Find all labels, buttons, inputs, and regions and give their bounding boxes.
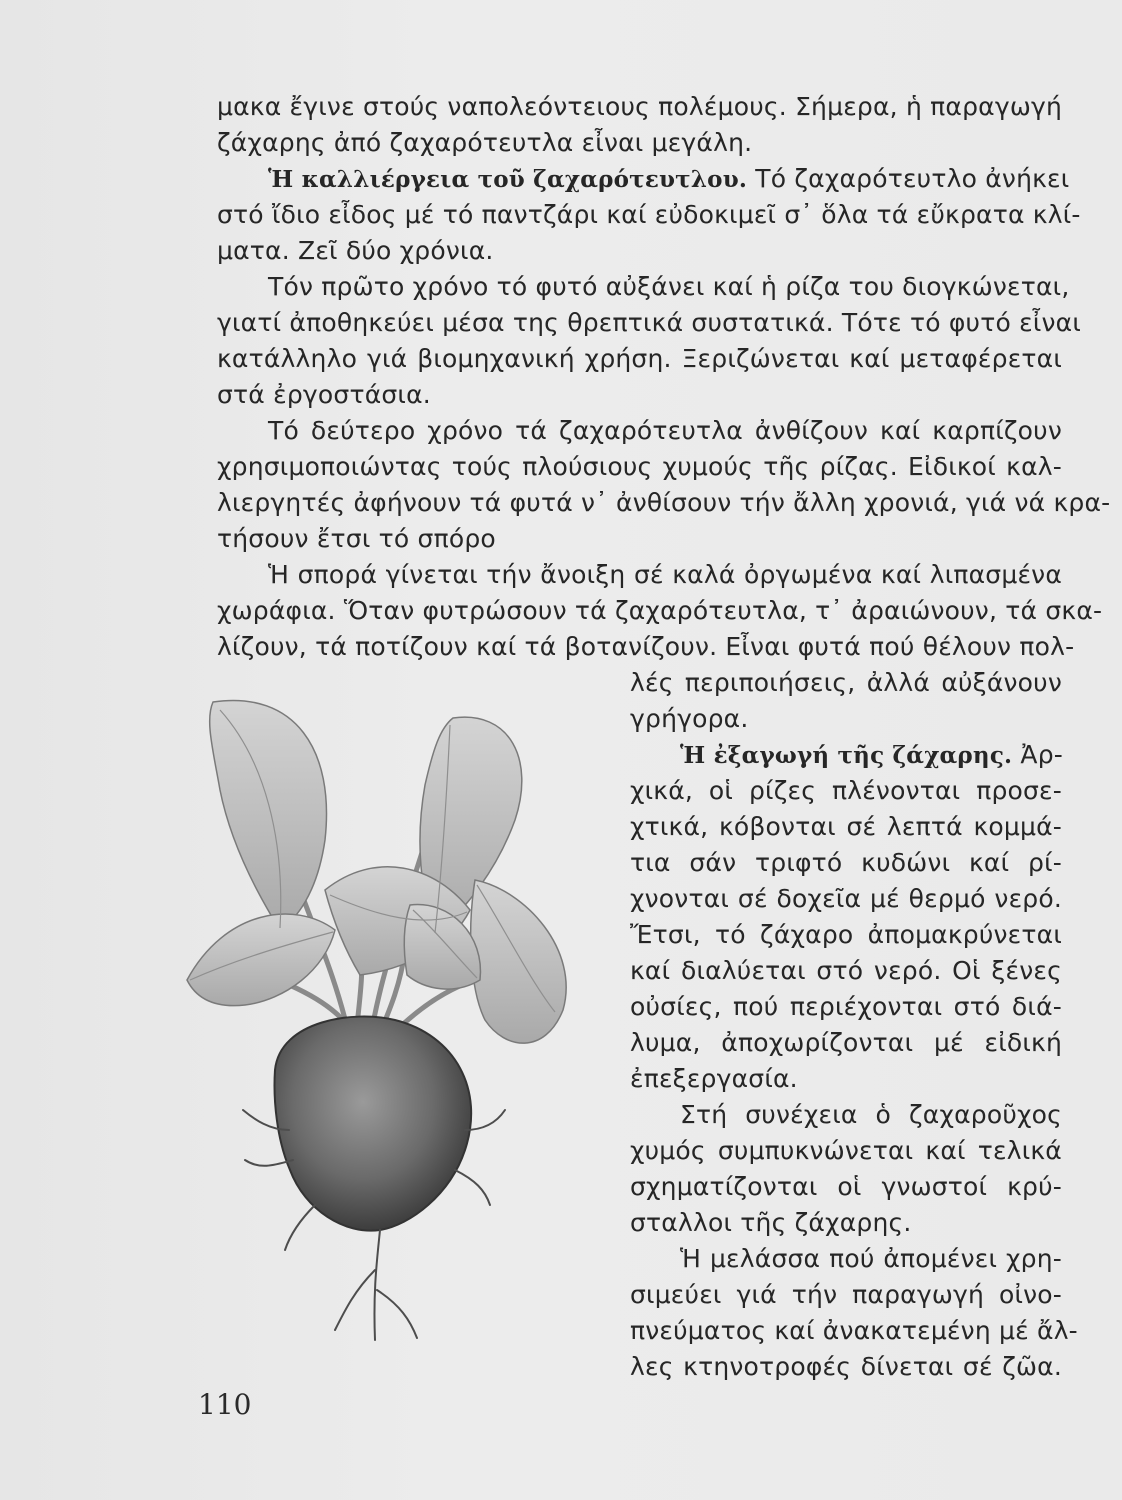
text-line: λιεργητές ἀφήνουν τά φυτά ν᾽ ἀνθίσουν τήν ἄλλη χρονιά, γιά νά κρα- (217, 488, 1111, 517)
text-line: στό ἴδιο εἶδος μέ τό παντζάρι καί εὐδοκιμεῖ σ᾽ ὅλα τά εὔκρατα κλί- (217, 200, 1081, 229)
text-fragment: Τό ζαχαρότευτλο ἀνήκει (747, 164, 1070, 193)
text-line: Ἡ σπορά γίνεται τήν ἄνοιξη σέ καλά ὀργωμένα καί λιπασμένα (268, 560, 1062, 589)
text-line: χτικά, κόβονται σέ λεπτά κομμά- (630, 812, 1062, 841)
text-line: Τό δεύτερο χρόνο τά ζαχαρότευτλα ἀνθίζουν καί καρπίζουν (268, 416, 1062, 445)
text-line: λίζουν, τά ποτίζουν καί τά βοτανίζουν. Εἶναι φυτά πού θέλουν πολ- (217, 632, 1075, 661)
text-line: μακα ἔγινε στούς ναπολεόντειους πολέμους. Σήμερα, ἡ παραγωγή (217, 92, 1063, 121)
text-line: σταλλοι τῆς ζάχαρης. (630, 1208, 912, 1237)
section-heading-cultivation: Ἡ καλλιέργεια τοῦ ζαχαρότευτλου. (268, 166, 748, 193)
text-line: λες κτηνοτροφές δίνεται σέ ζῶα. (630, 1352, 1062, 1381)
beet-root (275, 1017, 472, 1231)
text-line: ἐπεξεργασία. (630, 1064, 798, 1093)
text-line: καί διαλύεται στό νερό. Οἱ ξένες (630, 956, 1062, 985)
text-line: Ἔτσι, τό ζάχαρο ἀπομακρύνεται (630, 920, 1062, 949)
extraction-heading-line (680, 738, 1062, 773)
sugar-beet-illustration-icon (185, 690, 585, 1350)
text-line: λές περιποιήσεις, ἀλλά αὐξάνουν (630, 668, 1062, 697)
text-line: χρησιμοποιώντας τούς πλούσιους χυμούς τῆς ρίζας. Εἰδικοί καλ- (217, 452, 1062, 481)
text-line: γρήγορα. (630, 704, 749, 733)
text-line: τήσουν ἔτσι τό σπόρο (217, 524, 496, 553)
text-line: σιμεύει γιά τήν παραγωγή οἰνο- (630, 1280, 1062, 1309)
text-line: σχηματίζονται οἱ γνωστοί κρύ- (630, 1172, 1062, 1201)
text-line: γιατί ἀποθηκεύει μέσα της θρεπτικά συστατικά. Τότε τό φυτό εἶναι (217, 308, 1081, 337)
text-line: χνονται σέ δοχεῖα μέ θερμό νερό. (630, 884, 1062, 913)
text-line: ζάχαρης ἀπό ζαχαρότευτλα εἶναι μεγάλη. (217, 128, 753, 157)
text-fragment: Ἀρ- (1020, 740, 1064, 769)
leaves (187, 700, 566, 1043)
section-heading-extraction: Ἡ ἐξαγωγή τῆς ζάχαρης. (680, 742, 1013, 769)
text-line: χωράφια. Ὅταν φυτρώσουν τά ζαχαρότευτλα, τ᾽ ἀραιώνουν, τά σκα- (217, 596, 1103, 625)
text-line: οὐσίες, πού περιέχονται στό διά- (630, 992, 1062, 1021)
text-line: Τόν πρῶτο χρόνο τό φυτό αὐξάνει καί ἡ ρίζα του διογκώνεται, (268, 272, 1070, 301)
cultivation-heading-line (268, 162, 1070, 197)
text-line: κατάλληλο γιά βιομηχανική χρήση. Ξεριζώνεται καί μεταφέρεται (217, 344, 1062, 373)
text-line: τια σάν τριφτό κυδώνι καί ρί- (630, 848, 1062, 877)
text-line: Στή συνέχεια ὁ ζαχαροῦχος (680, 1100, 1062, 1129)
text-line: λυμα, ἀποχωρίζονται μέ εἰδική (630, 1028, 1062, 1057)
text-line: πνεύματος καί ἀνακατεμένη μέ ἄλ- (630, 1316, 1078, 1345)
text-line: ματα. Ζεῖ δύο χρόνια. (217, 236, 494, 265)
text-line: χυμός συμπυκνώνεται καί τελικά (630, 1136, 1062, 1165)
page-number: 110 (198, 1388, 252, 1421)
text-line: χικά, οἱ ρίζες πλένονται προσε- (630, 776, 1062, 805)
text-line: στά ἐργοστάσια. (217, 380, 431, 409)
text-line: Ἡ μελάσσα πού ἀπομένει χρη- (680, 1244, 1062, 1273)
